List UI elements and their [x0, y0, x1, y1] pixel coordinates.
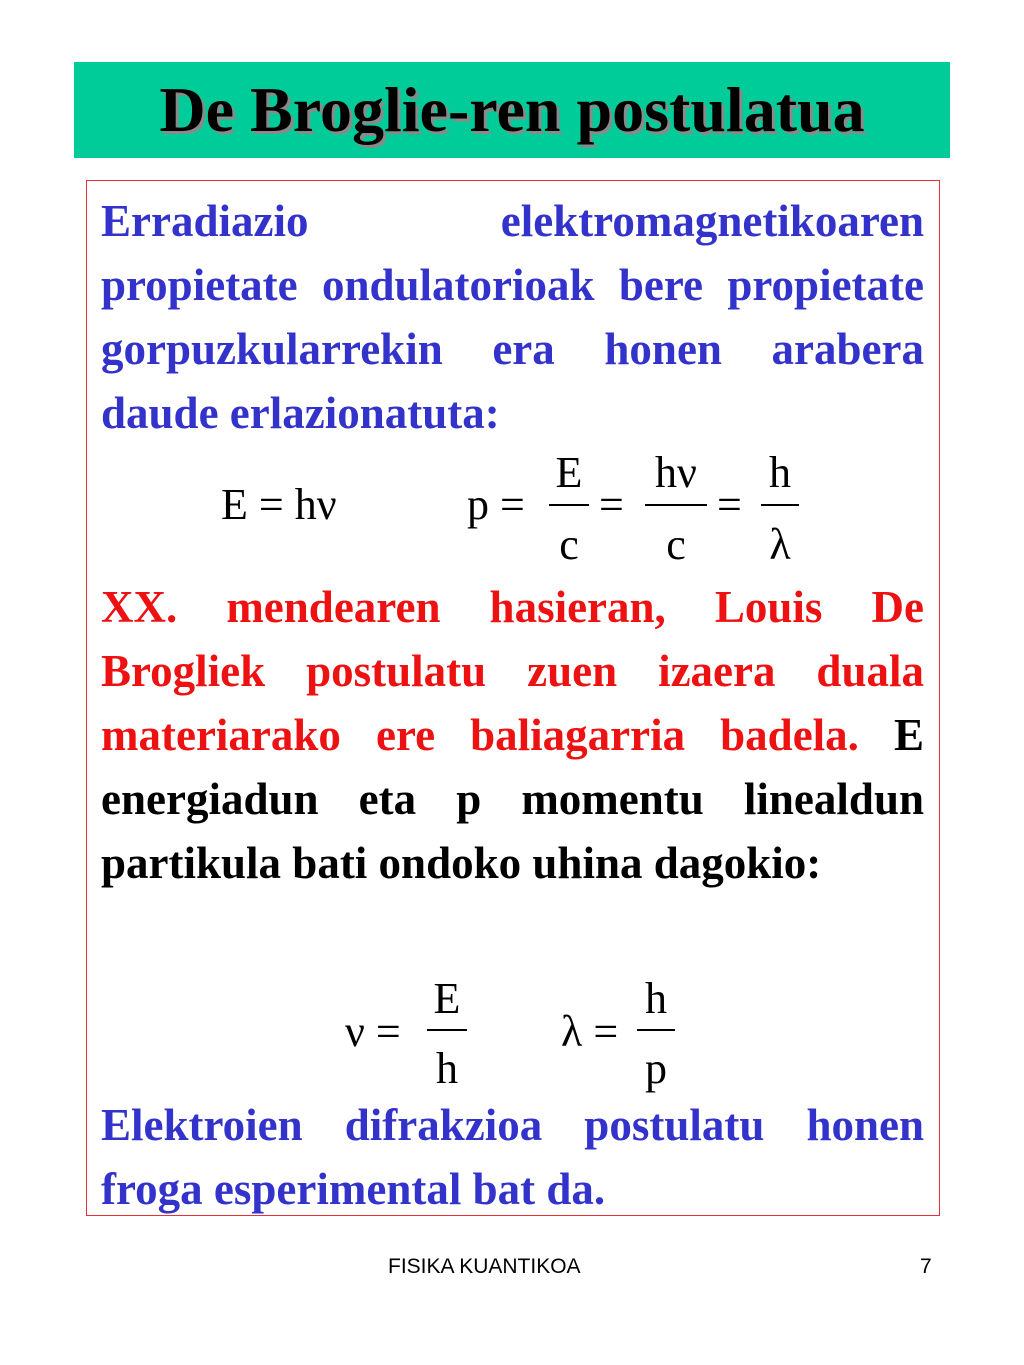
fraction-e-over-h: [427, 973, 467, 1093]
fraction-denominator: λ: [769, 520, 791, 569]
content-box: [86, 180, 940, 1216]
intro-paragraph: Erradiazio elektromagnetikoaren propietate ondulatorioak bere propietate gorpuzkularrekin era honen arabera daude erlazionatuta:: [101, 196, 924, 438]
fraction-bar: [427, 1029, 467, 1031]
fraction-denominator: h: [436, 1044, 458, 1093]
page-number: 7: [920, 1255, 932, 1278]
fraction-numerator: hν: [655, 448, 697, 497]
fraction-numerator: E: [555, 448, 583, 497]
energy-equation: E = hν: [221, 480, 337, 529]
de-broglie-paragraph: [101, 575, 924, 895]
footer-title: FISIKA KUANTIKOA: [388, 1255, 581, 1278]
fraction-numerator: h: [769, 448, 791, 497]
fraction-numerator: h: [645, 974, 667, 1023]
equals-sign: =: [717, 480, 742, 529]
fraction-e-over-c: [549, 445, 589, 569]
fraction-numerator: E: [433, 974, 461, 1023]
fraction-bar: [761, 504, 799, 506]
fraction-h-over-lambda: [761, 445, 799, 569]
title-banner: [74, 62, 950, 158]
slide-title: De Broglie-ren postulatua: [159, 74, 865, 145]
wave-statement: E energiadun eta p momentu linealdun partikula bati ondoko uhina dagokio:: [101, 710, 924, 888]
fraction-bar: [549, 504, 589, 506]
fraction-denominator: c: [559, 520, 579, 569]
frequency-label: ν =: [345, 1007, 401, 1056]
electron-diffraction-paragraph: Elektroien difrakzioa postulatu honen froga esperimental bat da.: [101, 1100, 924, 1214]
fraction-denominator: c: [666, 520, 686, 569]
fraction-bar: [645, 504, 707, 506]
fraction-h-over-p: [637, 973, 675, 1093]
fraction-hnu-over-c: [645, 445, 707, 569]
fraction-denominator: p: [645, 1044, 667, 1093]
fraction-bar: [637, 1029, 675, 1031]
wavelength-label: λ =: [561, 1007, 619, 1056]
equals-sign: =: [599, 480, 624, 529]
postulate-statement: XX. mendearen hasieran, Louis De Brogliek postulatu zuen izaera duala materiarako ere baliagarria badela.: [101, 582, 924, 760]
momentum-label: p =: [467, 480, 525, 529]
